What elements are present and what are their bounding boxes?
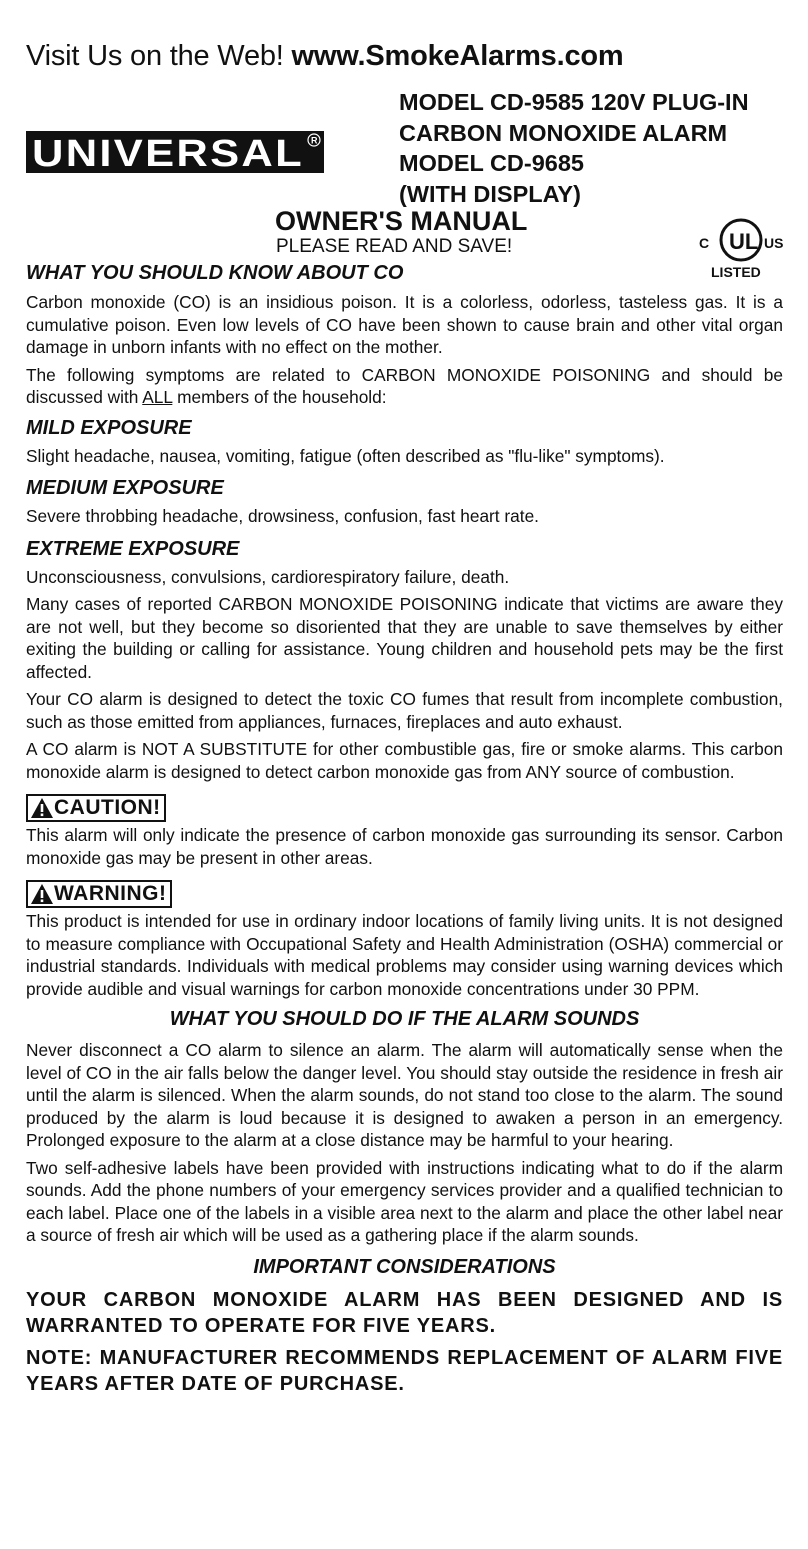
model-line: MODEL CD-9585 120V PLUG-IN — [399, 89, 749, 115]
manual-content — [26, 259, 783, 1403]
paragraph-symptoms-intro — [26, 364, 783, 409]
warning-badge — [26, 880, 172, 908]
underlined-text: ALL — [142, 387, 173, 407]
page-title: OWNER'S MANUAL — [275, 206, 528, 236]
warning-triangle-icon — [30, 883, 54, 905]
section-heading-know-co: WHAT YOU SHOULD KNOW ABOUT CO — [26, 262, 404, 284]
paragraph-co-intro: Carbon monoxide (CO) is an insidious poison. It is a colorless, odorless, tasteless gas. It is a cumulative poison. Even low levels of CO have been shown to cause brain and other vital organ damage in unborn infants with no effect on the mother. — [26, 292, 783, 357]
universal-logo — [26, 131, 324, 173]
model-line: (WITH DISPLAY) — [399, 180, 581, 207]
paragraph-mild-exposure: Slight headache, nausea, vomiting, fatigue (often described as "flu-like" symptoms). — [26, 445, 665, 466]
paragraph-medium-exposure: Severe throbbing headache, drowsiness, confusion, fast heart rate. — [26, 506, 539, 526]
paragraph-poisoning-cases: Many cases of reported CARBON MONOXIDE POISONING indicate that victims are aware they are not well, but they become so disoriented that they are unable to save themselves by either exiting the building or calling for assistance. Young children and household pets may be the first affected. — [26, 594, 783, 682]
text-segment: members of the household: — [172, 387, 387, 407]
model-line: CARBON MONOXIDE ALARM — [399, 119, 728, 146]
website-line — [26, 40, 624, 73]
warning-label: WARNING! — [54, 882, 167, 905]
caution-badge — [26, 794, 166, 822]
heading-extreme-exposure: EXTREME EXPOSURE — [26, 537, 240, 560]
ul-us-text: US — [764, 235, 784, 251]
visit-prefix: Visit Us on the Web! — [26, 40, 284, 72]
ul-text: UL — [729, 229, 759, 254]
page-subtitle: PLEASE READ AND SAVE! — [276, 236, 513, 257]
paragraph-extreme-exposure: Unconsciousness, convulsions, cardiorespiratory failure, death. — [26, 566, 510, 587]
warning-triangle-icon — [30, 797, 54, 819]
model-line: MODEL CD-9685 — [399, 150, 585, 176]
ul-c-text: C — [699, 235, 710, 251]
caution-label: CAUTION! — [54, 796, 161, 819]
paragraph-alarm-detects: Your CO alarm is designed to detect the toxic CO fumes that result from incomplete combustion, such as those emitted from appliances, furnaces, fireplaces and auto exhaust. — [26, 689, 783, 732]
website-link[interactable]: www.SmokeAlarms.com — [291, 40, 624, 72]
paragraph-alarm-sounds-2: Two self-adhesive labels have been provided with instructions indicating what to do if the alarm sounds. Add the phone numbers of your emergency services provider and a qualified technician to each label. Place one of the labels in a visible area next to the alarm and place the other label near a source of fresh air which will be used as a gathering place if the alarm sounds. — [26, 1157, 783, 1245]
text-segment: The following symptoms are related to CARBON MONOXIDE POISONING and should be discussed with — [26, 364, 783, 407]
replacement-note: NOTE: MANUFACTURER RECOMMENDS REPLACEMENT OF ALARM FIVE YEARS AFTER DATE OF PURCHASE. — [26, 1346, 783, 1395]
heading-medium-exposure: MEDIUM EXPOSURE — [26, 477, 224, 499]
svg-text:R: R — [311, 135, 318, 146]
heading-mild-exposure: MILD EXPOSURE — [26, 416, 192, 439]
paragraph-caution: This alarm will only indicate the presence of carbon monoxide gas surrounding its sensor. Carbon monoxide gas may be present in other areas. — [26, 825, 783, 868]
section-heading-alarm-sounds: WHAT YOU SHOULD DO IF THE ALARM SOUNDS — [169, 1008, 640, 1030]
warranty-statement: YOUR CARBON MONOXIDE ALARM HAS BEEN DESIGNED AND IS WARRANTED TO OPERATE FOR FIVE YEARS. — [26, 1288, 783, 1337]
model-title-block — [399, 87, 749, 209]
paragraph-warning: This product is intended for use in ordinary indoor locations of family living units. It is not designed to measure compliance with Occupational Safety and Health Administration (OSHA) commercial or industrial standards. Individuals with medical problems may consider using warning devices which provide audible and visual warnings for carbon monoxide concentrations under 30 PPM. — [26, 911, 783, 999]
paragraph-alarm-sounds-1: Never disconnect a CO alarm to silence an alarm. The alarm will automatically sense when the level of CO in the air falls below the danger level. You should stay outside the residence in fresh air until the alarm is silenced. When the alarm sounds, do not stand too close to the alarm. The sound produced by the alarm is loud because it is designed to awaken a person in an emergency. Prolonged exposure to the alarm at a close distance may be harmful to your hearing. — [26, 1040, 783, 1150]
ul-listed-text: LISTED — [711, 264, 761, 280]
paragraph-not-substitute: A CO alarm is NOT A SUBSTITUTE for other combustible gas, fire or smoke alarms. This carbon monoxide alarm is designed to detect carbon monoxide gas from ANY source of combustion. — [26, 739, 783, 782]
logo-text: UNIVERSAL — [32, 133, 304, 173]
section-heading-important: IMPORTANT CONSIDERATIONS — [253, 1255, 556, 1278]
